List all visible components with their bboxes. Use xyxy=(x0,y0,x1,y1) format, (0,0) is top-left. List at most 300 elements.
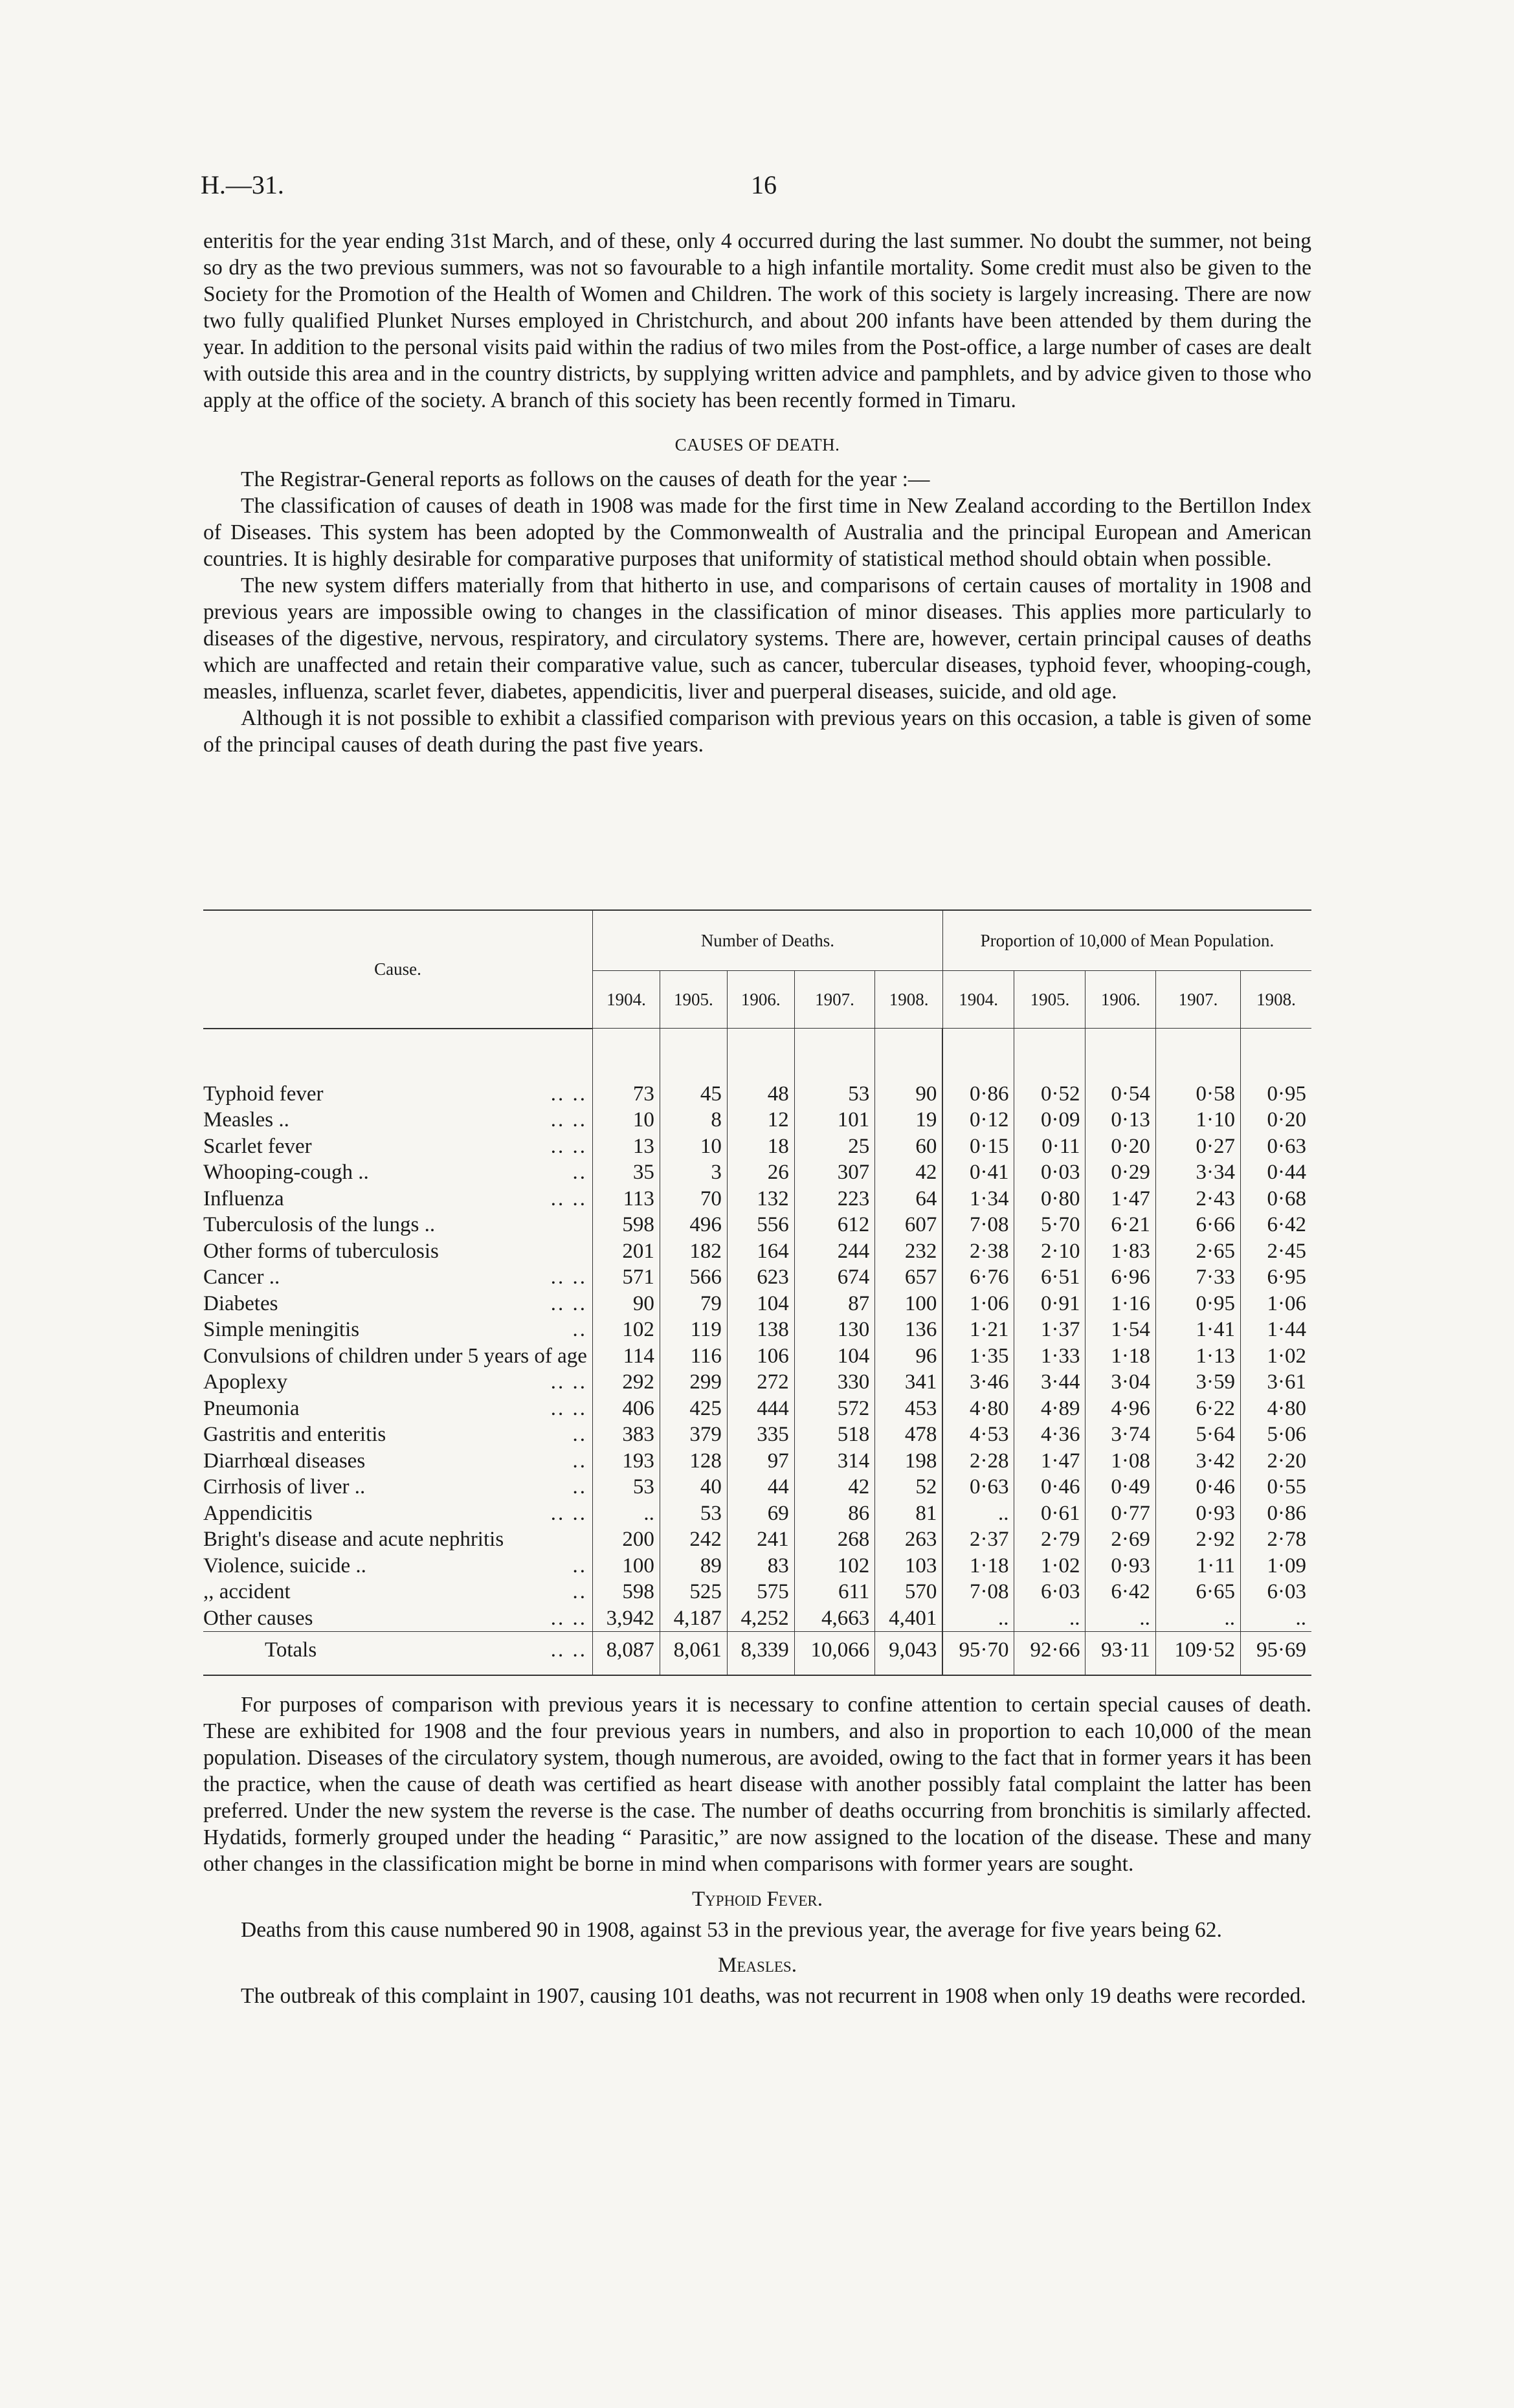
leader-dots: .. .. xyxy=(550,1291,587,1315)
deaths-cell: 223 xyxy=(794,1186,875,1212)
rule-cell xyxy=(727,1664,794,1675)
leader-dots: .. .. xyxy=(550,1370,587,1394)
deaths-cell: 478 xyxy=(875,1421,943,1448)
proportion-cell: 0·93 xyxy=(1085,1553,1155,1579)
deaths-cell: 53 xyxy=(593,1474,660,1500)
proportion-cell: 0·41 xyxy=(942,1159,1014,1186)
measles-paragraph: The outbreak of this complaint in 1907, causing 101 deaths, was not recurrent in 1908 when only 19 deaths were recorded. xyxy=(241,1984,1306,2008)
proportion-cell: 0·46 xyxy=(1155,1474,1240,1500)
proportion-cell: 1·02 xyxy=(1014,1553,1085,1579)
proportion-cell: 6·51 xyxy=(1014,1264,1085,1291)
deaths-cell: 18 xyxy=(727,1133,794,1160)
deaths-cell: 556 xyxy=(727,1212,794,1238)
deaths-cell: 128 xyxy=(660,1448,727,1475)
proportion-cell: 7·08 xyxy=(942,1212,1014,1238)
proportion-cell: 4·96 xyxy=(1085,1396,1155,1422)
cause-label: Typhoid fever xyxy=(203,1082,324,1106)
document-reference: H.—31. xyxy=(201,170,284,199)
deaths-cell: 9,043 xyxy=(875,1632,943,1665)
proportion-cell: 2·38 xyxy=(942,1238,1014,1265)
cause-cell xyxy=(203,1212,593,1238)
proportion-cell: 3·46 xyxy=(942,1369,1014,1396)
rule-cell xyxy=(794,1664,875,1675)
typhoid-paragraph: Deaths from this cause numbered 90 in 1908, against 53 in the previous year, the average for five years being 62. xyxy=(241,1918,1222,1942)
proportion-cell: 1·06 xyxy=(1241,1291,1311,1317)
deaths-cell: 193 xyxy=(593,1448,660,1475)
deaths-cell: 40 xyxy=(660,1474,727,1500)
cause-label: Influenza xyxy=(203,1187,284,1210)
deaths-cell: 623 xyxy=(727,1264,794,1291)
cause-label: ,, accident xyxy=(203,1580,291,1603)
deaths-cell: 8,339 xyxy=(727,1632,794,1665)
deaths-cell: 42 xyxy=(875,1159,943,1186)
leader-dots: .. .. xyxy=(550,1187,587,1210)
proportion-cell: 2·28 xyxy=(942,1448,1014,1475)
proportion-cell: 5·64 xyxy=(1155,1421,1240,1448)
table-row xyxy=(203,1081,1311,1108)
deaths-cell: 198 xyxy=(875,1448,943,1475)
leader-dots: .. .. xyxy=(550,1082,587,1106)
deaths-cell: 96 xyxy=(875,1343,943,1370)
intro-paragraph: enteritis for the year ending 31st March, and of these, only 4 occurred during the last summer. No doubt the summer, not being so dry as the two previous summers, was not so favourable to a high infantile mortality. Some credit must also be given to the Society for the Promotion of the Health of Women and Children. The work of this society is largely increasing. There are now two fully qualified Plunket Nurses employed in Christchurch, and about 200 infants have been attended by them during the year. In addition to the personal visits paid within the radius of two miles from the Post-office, a large number of cases are dealt with outside this area and in the country districts, by supplying written advice and pamphlets, and by advice given to those who apply at the office of the society. A branch of this society has been recently formed in Timaru. xyxy=(203,229,1311,412)
rule-cell xyxy=(875,1664,943,1675)
rule-cell xyxy=(203,1664,593,1675)
proportion-cell: 2·10 xyxy=(1014,1238,1085,1265)
proportion-cell: 1·06 xyxy=(942,1291,1014,1317)
deaths-cell: 307 xyxy=(794,1159,875,1186)
cause-cell xyxy=(203,1553,593,1579)
deaths-cell: .. xyxy=(593,1500,660,1527)
leader-dots: .. xyxy=(572,1475,587,1499)
proportion-cell: 2·78 xyxy=(1241,1526,1311,1553)
deaths-cell: 114 xyxy=(593,1343,660,1370)
deaths-cell: 136 xyxy=(875,1317,943,1343)
proportion-cell: 0·77 xyxy=(1085,1500,1155,1527)
year-header: 1907. xyxy=(794,971,875,1029)
proportion-cell: 3·04 xyxy=(1085,1369,1155,1396)
deaths-cell: 101 xyxy=(794,1107,875,1133)
proportion-cell: 1·54 xyxy=(1085,1317,1155,1343)
deaths-cell: 341 xyxy=(875,1369,943,1396)
rule-cell xyxy=(660,1664,727,1675)
leader-dots: .. .. xyxy=(550,1606,587,1630)
cause-label: Other forms of tuberculosis xyxy=(203,1239,439,1263)
deaths-cell: 425 xyxy=(660,1396,727,1422)
cause-label: Bright's disease and acute nephritis xyxy=(203,1528,504,1551)
table-row xyxy=(203,1396,1311,1422)
proportion-cell: 1·08 xyxy=(1085,1448,1155,1475)
deaths-cell: 566 xyxy=(660,1264,727,1291)
deaths-cell: 83 xyxy=(727,1553,794,1579)
deaths-cell: 45 xyxy=(660,1081,727,1108)
proportion-cell: 0·20 xyxy=(1085,1133,1155,1160)
cause-label: Appendicitis xyxy=(203,1501,313,1525)
deaths-cell: 12 xyxy=(727,1107,794,1133)
leader-dots: .. xyxy=(572,1318,587,1341)
deaths-cell: 132 xyxy=(727,1186,794,1212)
deaths-cell: 116 xyxy=(660,1343,727,1370)
deaths-cell: 48 xyxy=(727,1081,794,1108)
proportion-cell: .. xyxy=(1014,1605,1085,1632)
proportion-cell: 0·44 xyxy=(1241,1159,1311,1186)
proportion-cell: 6·03 xyxy=(1241,1579,1311,1605)
proportion-cell: 1·34 xyxy=(942,1186,1014,1212)
table-body xyxy=(203,1029,1311,1676)
rule-cell xyxy=(1241,1664,1311,1675)
table-row xyxy=(203,1264,1311,1291)
proportion-cell: 1·47 xyxy=(1085,1186,1155,1212)
proportion-cell: 3·34 xyxy=(1155,1159,1240,1186)
deaths-cell: 379 xyxy=(660,1421,727,1448)
deaths-cell: 53 xyxy=(660,1500,727,1527)
cause-label: Pneumonia xyxy=(203,1396,300,1420)
proportion-cell: 1·02 xyxy=(1241,1343,1311,1370)
deaths-cell: 272 xyxy=(727,1369,794,1396)
proportion-cell: 6·22 xyxy=(1155,1396,1240,1422)
deaths-cell: 89 xyxy=(660,1553,727,1579)
body-top xyxy=(203,228,1311,758)
deaths-cell: 8,087 xyxy=(593,1632,660,1665)
page-header xyxy=(201,170,1308,208)
deaths-cell: 10,066 xyxy=(794,1632,875,1665)
leader-dots: .. .. xyxy=(550,1108,587,1132)
deaths-cell: 182 xyxy=(660,1238,727,1265)
cause-label: Tuberculosis of the lungs .. xyxy=(203,1213,436,1236)
deaths-cell: 90 xyxy=(593,1291,660,1317)
proportion-cell: 1·41 xyxy=(1155,1317,1240,1343)
proportion-cell: .. xyxy=(942,1605,1014,1632)
proportion-cell: 7·08 xyxy=(942,1579,1014,1605)
year-header: 1904. xyxy=(593,971,660,1029)
proportion-cell: 3·44 xyxy=(1014,1369,1085,1396)
proportion-cell: 0·93 xyxy=(1155,1500,1240,1527)
leader-dots: .. xyxy=(572,1161,587,1184)
proportion-cell: 6·96 xyxy=(1085,1264,1155,1291)
cause-cell xyxy=(203,1317,593,1343)
deaths-cell: 97 xyxy=(727,1448,794,1475)
cause-cell xyxy=(203,1421,593,1448)
cause-cell xyxy=(203,1632,593,1665)
proportion-cell: 0·95 xyxy=(1241,1081,1311,1108)
deaths-cell: 44 xyxy=(727,1474,794,1500)
proportion-cell: 0·68 xyxy=(1241,1186,1311,1212)
deaths-cell: 52 xyxy=(875,1474,943,1500)
proportion-cell: 2·69 xyxy=(1085,1526,1155,1553)
proportion-cell: 2·79 xyxy=(1014,1526,1085,1553)
proportion-cell: 1·35 xyxy=(942,1343,1014,1370)
cause-label: Gastritis and enteritis xyxy=(203,1423,386,1446)
causes-paragraph: Although it is not possible to exhibit a classified comparison with previous years on this occasion, a table is given of some of the principal causes of death during the past five years. xyxy=(203,706,1311,757)
proportion-cell: 3·61 xyxy=(1241,1369,1311,1396)
rule-cell xyxy=(1155,1664,1240,1675)
deaths-cell: 79 xyxy=(660,1291,727,1317)
proportion-cell: 0·49 xyxy=(1085,1474,1155,1500)
proportion-cell: 0·20 xyxy=(1241,1107,1311,1133)
deaths-cell: 100 xyxy=(593,1553,660,1579)
deaths-cell: 674 xyxy=(794,1264,875,1291)
measles-heading: Measles. xyxy=(718,1954,797,1977)
rule-cell xyxy=(942,1664,1014,1675)
deaths-cell: 453 xyxy=(875,1396,943,1422)
table-row xyxy=(203,1291,1311,1317)
proportion-cell: 0·09 xyxy=(1014,1107,1085,1133)
deaths-cell: 244 xyxy=(794,1238,875,1265)
deaths-cell: 4,187 xyxy=(660,1605,727,1632)
proportion-cell: 92·66 xyxy=(1014,1632,1085,1665)
proportion-cell: 6·03 xyxy=(1014,1579,1085,1605)
proportion-cell: 0·80 xyxy=(1014,1186,1085,1212)
deaths-cell: 130 xyxy=(794,1317,875,1343)
deaths-cell: 102 xyxy=(794,1553,875,1579)
table-row xyxy=(203,1186,1311,1212)
proportion-cell: 93·11 xyxy=(1085,1632,1155,1665)
deaths-cell: 292 xyxy=(593,1369,660,1396)
deaths-cell: 53 xyxy=(794,1081,875,1108)
deaths-cell: 525 xyxy=(660,1579,727,1605)
deaths-cell: 35 xyxy=(593,1159,660,1186)
cause-cell xyxy=(203,1159,593,1186)
cause-cell xyxy=(203,1448,593,1475)
proportion-cell: .. xyxy=(1085,1605,1155,1632)
cause-cell xyxy=(203,1579,593,1605)
table-row xyxy=(203,1632,1311,1665)
year-header: 1906. xyxy=(1085,971,1155,1029)
typhoid-heading: Typhoid Fever. xyxy=(692,1888,823,1911)
deaths-cell: 81 xyxy=(875,1500,943,1527)
deaths-cell: 242 xyxy=(660,1526,727,1553)
proportion-cell: 0·52 xyxy=(1014,1081,1085,1108)
table-bottom-rule xyxy=(203,1664,1311,1675)
proportion-cell: 3·74 xyxy=(1085,1421,1155,1448)
deaths-cell: 406 xyxy=(593,1396,660,1422)
deaths-cell: 268 xyxy=(794,1526,875,1553)
proportion-cell: 0·03 xyxy=(1014,1159,1085,1186)
table-row xyxy=(203,1500,1311,1527)
proportion-cell: 1·47 xyxy=(1014,1448,1085,1475)
year-header: 1907. xyxy=(1155,971,1240,1029)
proportion-cell: 1·13 xyxy=(1155,1343,1240,1370)
year-header: 1908. xyxy=(875,971,943,1029)
deaths-cell: 10 xyxy=(593,1107,660,1133)
proportion-cell: 1·33 xyxy=(1014,1343,1085,1370)
deaths-cell: 3,942 xyxy=(593,1605,660,1632)
proportion-cell: 3·59 xyxy=(1155,1369,1240,1396)
proportion-cell: 0·27 xyxy=(1155,1133,1240,1160)
year-header: 1904. xyxy=(942,971,1014,1029)
deaths-cell: 102 xyxy=(593,1317,660,1343)
proportion-cell: 0·29 xyxy=(1085,1159,1155,1186)
cause-label: Scarlet fever xyxy=(203,1134,312,1158)
cause-cell xyxy=(203,1081,593,1108)
leader-dots: .. .. xyxy=(550,1501,587,1525)
table-row xyxy=(203,1579,1311,1605)
deaths-cell: 598 xyxy=(593,1212,660,1238)
cause-label: Totals xyxy=(265,1638,317,1662)
deaths-cell: 26 xyxy=(727,1159,794,1186)
deaths-cell: 299 xyxy=(660,1369,727,1396)
deaths-cell: 113 xyxy=(593,1186,660,1212)
deaths-cell: 201 xyxy=(593,1238,660,1265)
proportion-cell: 4·80 xyxy=(942,1396,1014,1422)
leader-dots: .. xyxy=(572,1449,587,1473)
proportion-cell: 0·46 xyxy=(1014,1474,1085,1500)
proportion-cell: 1·11 xyxy=(1155,1553,1240,1579)
proportion-cell: 5·70 xyxy=(1014,1212,1085,1238)
table-row xyxy=(203,1107,1311,1133)
deaths-cell: 10 xyxy=(660,1133,727,1160)
cause-label: Apoplexy xyxy=(203,1370,288,1394)
deaths-cell: 64 xyxy=(875,1186,943,1212)
deaths-cell: 598 xyxy=(593,1579,660,1605)
proportion-cell: 0·86 xyxy=(1241,1500,1311,1527)
cause-cell xyxy=(203,1500,593,1527)
proportion-cell: 0·55 xyxy=(1241,1474,1311,1500)
proportion-cell: 0·91 xyxy=(1014,1291,1085,1317)
deaths-cell: 104 xyxy=(727,1291,794,1317)
deaths-cell: 570 xyxy=(875,1579,943,1605)
body-bottom xyxy=(203,1691,1311,2009)
deaths-cell: 4,252 xyxy=(727,1605,794,1632)
deaths-cell: 60 xyxy=(875,1133,943,1160)
proportion-cell: 0·61 xyxy=(1014,1500,1085,1527)
cause-cell xyxy=(203,1238,593,1265)
rule-cell xyxy=(593,1664,660,1675)
table-row xyxy=(203,1421,1311,1448)
proportion-cell: 1·10 xyxy=(1155,1107,1240,1133)
proportion-cell: 6·65 xyxy=(1155,1579,1240,1605)
deaths-cell: 314 xyxy=(794,1448,875,1475)
page-number: 16 xyxy=(751,170,777,199)
proportion-cell: 1·83 xyxy=(1085,1238,1155,1265)
proportion-cell: 4·89 xyxy=(1014,1396,1085,1422)
proportion-cell: 5·06 xyxy=(1241,1421,1311,1448)
proportion-cell: 0·15 xyxy=(942,1133,1014,1160)
proportion-cell: 0·95 xyxy=(1155,1291,1240,1317)
cause-cell xyxy=(203,1186,593,1212)
deaths-cell: 4,663 xyxy=(794,1605,875,1632)
proportion-cell: 1·21 xyxy=(942,1317,1014,1343)
table-row xyxy=(203,1238,1311,1265)
table-row xyxy=(203,1448,1311,1475)
year-header: 1905. xyxy=(1014,971,1085,1029)
cause-cell xyxy=(203,1369,593,1396)
deaths-cell: 19 xyxy=(875,1107,943,1133)
proportion-cell: 6·95 xyxy=(1241,1264,1311,1291)
deaths-group-header: Number of Deaths. xyxy=(593,910,943,971)
proportion-cell: 0·63 xyxy=(942,1474,1014,1500)
deaths-cell: 496 xyxy=(660,1212,727,1238)
cause-label: Other causes xyxy=(203,1606,313,1630)
table-row xyxy=(203,1553,1311,1579)
proportion-group-header: Proportion of 10,000 of Mean Population. xyxy=(942,910,1311,971)
proportion-cell: 95·69 xyxy=(1241,1632,1311,1665)
proportion-cell: .. xyxy=(942,1500,1014,1527)
proportion-cell: 1·44 xyxy=(1241,1317,1311,1343)
leader-dots: .. .. xyxy=(550,1396,587,1420)
proportion-cell: 2·43 xyxy=(1155,1186,1240,1212)
deaths-cell: 444 xyxy=(727,1396,794,1422)
deaths-cell: 607 xyxy=(875,1212,943,1238)
deaths-cell: 90 xyxy=(875,1081,943,1108)
leader-dots: .. .. xyxy=(550,1265,587,1289)
causes-heading: CAUSES OF DEATH. xyxy=(674,435,840,454)
proportion-cell: 0·12 xyxy=(942,1107,1014,1133)
deaths-cell: 575 xyxy=(727,1579,794,1605)
deaths-cell: 100 xyxy=(875,1291,943,1317)
proportion-cell: 0·54 xyxy=(1085,1081,1155,1108)
deaths-cell: 42 xyxy=(794,1474,875,1500)
deaths-cell: 241 xyxy=(727,1526,794,1553)
deaths-cell: 572 xyxy=(794,1396,875,1422)
deaths-cell: 611 xyxy=(794,1579,875,1605)
cause-cell xyxy=(203,1343,593,1370)
cause-header: Cause. xyxy=(203,910,593,1029)
table-row xyxy=(203,1159,1311,1186)
deaths-cell: 263 xyxy=(875,1526,943,1553)
table-row xyxy=(203,1133,1311,1160)
deaths-cell: 4,401 xyxy=(875,1605,943,1632)
table-row xyxy=(203,1317,1311,1343)
table-row xyxy=(203,1474,1311,1500)
cause-label: Cirrhosis of liver .. xyxy=(203,1475,366,1499)
cause-cell xyxy=(203,1133,593,1160)
deaths-cell: 86 xyxy=(794,1500,875,1527)
cause-label: Violence, suicide .. xyxy=(203,1554,366,1577)
table-row xyxy=(203,1212,1311,1238)
cause-label: Simple meningitis xyxy=(203,1318,360,1341)
year-header: 1906. xyxy=(727,971,794,1029)
deaths-cell: 103 xyxy=(875,1553,943,1579)
proportion-cell: 1·09 xyxy=(1241,1553,1311,1579)
table-row xyxy=(203,1369,1311,1396)
proportion-cell: 1·37 xyxy=(1014,1317,1085,1343)
cause-cell xyxy=(203,1474,593,1500)
proportion-cell: .. xyxy=(1155,1605,1240,1632)
causes-paragraph: The new system differs materially from that hitherto in use, and comparisons of certain causes of mortality in 1908 and previous years are impossible owing to changes in the classification of minor diseases. This applies more particularly to diseases of the digestive, nervous, respiratory, and circulatory systems. There are, however, certain principal causes of deaths which are unaffected and retain their comparative value, such as cancer, tubercular diseases, typhoid fever, whooping-cough, measles, influenza, scarlet fever, diabetes, appendicitis, liver and puerperal diseases, suicide, and old age. xyxy=(203,574,1311,704)
deaths-cell: 104 xyxy=(794,1343,875,1370)
deaths-cell: 571 xyxy=(593,1264,660,1291)
proportion-cell: 6·42 xyxy=(1241,1212,1311,1238)
leader-dots: .. .. xyxy=(550,1134,587,1158)
proportion-cell: 0·63 xyxy=(1241,1133,1311,1160)
causes-paragraph: The classification of causes of death in 1908 was made for the first time in New Zealand according to the Bertillon Index of Diseases. This system has been adopted by the Commonwealth of Australia and the principal European and American countries. It is highly desirable for comparative purposes that uniformity of statistical method should obtain when possible. xyxy=(203,494,1311,571)
year-header: 1905. xyxy=(660,971,727,1029)
deaths-cell: 25 xyxy=(794,1133,875,1160)
cause-cell xyxy=(203,1264,593,1291)
deaths-cell: 200 xyxy=(593,1526,660,1553)
deaths-cell: 383 xyxy=(593,1421,660,1448)
deaths-cell: 330 xyxy=(794,1369,875,1396)
deaths-cell: 70 xyxy=(660,1186,727,1212)
deaths-cell: 612 xyxy=(794,1212,875,1238)
cause-label: Diabetes xyxy=(203,1291,278,1315)
proportion-cell: 2·20 xyxy=(1241,1448,1311,1475)
proportion-cell: 1·18 xyxy=(1085,1343,1155,1370)
proportion-cell: 6·42 xyxy=(1085,1579,1155,1605)
cause-label: Convulsions of children under 5 years of age xyxy=(203,1344,587,1368)
cause-cell xyxy=(203,1605,593,1632)
proportion-cell: 7·33 xyxy=(1155,1264,1240,1291)
deaths-cell: 106 xyxy=(727,1343,794,1370)
proportion-cell: 95·70 xyxy=(942,1632,1014,1665)
rule-cell xyxy=(1085,1664,1155,1675)
deaths-cell: 657 xyxy=(875,1264,943,1291)
table-row xyxy=(203,1526,1311,1553)
proportion-cell: 2·65 xyxy=(1155,1238,1240,1265)
causes-paragraph: The Registrar-General reports as follows on the causes of death for the year :— xyxy=(241,467,930,491)
comparison-paragraph: For purposes of comparison with previous years it is necessary to confine attention to certain special causes of death. These are exhibited for 1908 and the four previous years in numbers, and also in proportion to each 10,000 of the mean population. Diseases of the circulatory system, though numerous, are avoided, owing to the fact that in former years it has been the practice, when the cause of death was certified as heart disease with another possibly fatal complaint the latter has been preferred. Under the new system the reverse is the case. The number of deaths occurring from bronchitis is similarly affected. Hydatids, formerly grouped under the heading “ Parasitic,” are now assigned to the location of the disease. These and many other changes in the classification might be borne in mind when comparisons with former years are sought. xyxy=(203,1693,1311,1876)
cause-cell xyxy=(203,1396,593,1422)
